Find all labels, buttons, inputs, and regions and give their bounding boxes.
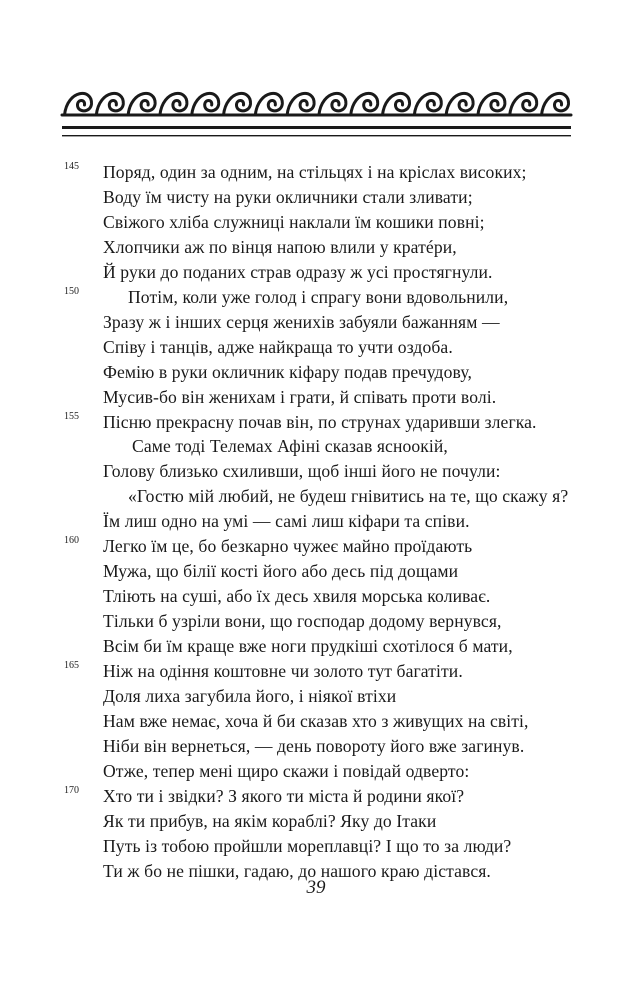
line-number: 170 [64,784,79,796]
wave-scroll [319,93,346,115]
verse-line: Нам вже немає, хоча й би сказав хто з живущих на світі, [103,710,529,731]
wave-scroll [287,93,314,115]
wave-scroll [160,93,187,115]
greek-wave-ornament [0,0,632,150]
wave-scroll [351,93,378,115]
verse-line: Зразу ж і інших серця женихів забуяли бажанням — [103,311,500,332]
wave-scroll [510,93,537,115]
wave-scroll [64,93,91,115]
verse-line: Путь із тобою пройшли мореплавці? І що то за люди? [103,835,512,856]
verse-line: Всім би їм краще вже ноги прудкіші схотілося б мати, [103,636,513,657]
verse-line: Пісню прекрасну почав він, по струнах ударивши злегка. [103,411,537,432]
page-number: 39 [306,877,326,898]
verse-line: Мужа, що білії кості його або десь під дощами [103,561,459,582]
verse-line: Доля лиха загубила його, і ніякої втіхи [103,685,397,706]
verse-line: Хто ти і звідки? З якого ти міста й родини якої? [103,785,465,806]
verse-line: Свіжого хліба служниці наклали їм кошики повні; [103,211,485,232]
verse-line: Співу і танців, адже найкраща то учти оздоба. [103,336,453,357]
wave-scroll [446,93,473,115]
verse-line: Як ти прибув, на якім кораблі? Яку до Ітаки [103,810,437,831]
line-number: 155 [64,410,79,422]
verse-line: Воду їм чисту на руки окличники стали зливати; [103,186,473,207]
verse-line: Тільки б узріли вони, що господар додому вернувся, [103,611,502,632]
verse-line: Ніж на одіння коштовне чи золото тут багатіти. [103,661,463,681]
wave-scroll [128,93,155,115]
verse-line: Їм лиш одно на умі — самі лиш кіфари та співи. [103,511,470,532]
line-number: 165 [64,660,79,671]
line-number: 145 [64,161,79,172]
wave-scroll-band [62,93,571,115]
verse-line: Поряд, один за одним, на стільцях і на кріслах високих; [103,162,527,182]
wave-scroll [382,93,409,115]
ornament-rule-thick [62,126,571,129]
verse-line: Ти ж бо не пішки, гадаю, до нашого краю дістався. [103,860,491,881]
line-number: 160 [64,535,79,547]
wave-scroll [414,93,441,115]
wave-scroll [478,93,505,115]
verse-line: Саме тоді Телемах Афіні сказав ясноокій, [132,436,448,457]
verse-line: Тліють на суші, або їх десь хвиля морська коливає. [103,586,491,607]
line-number: 150 [64,285,79,297]
wave-scroll [223,93,250,115]
verse-line: Ніби він вернеться, — день повороту його вже загинув. [103,735,525,756]
verse-line: Фемію в руки окличник кіфару подав пречудову, [103,361,472,382]
verse-line: «Гостю мій любий, не будеш гнівитись на те, що скажу я? [128,486,569,507]
verse-line: Хлопчики аж по вінця напою влили у кратéри, [103,236,457,257]
wave-scroll [255,93,282,115]
ornament-rule-thin [62,135,571,136]
verse-line: Мусив-бо він женихам і грати, й співать проти волі. [103,386,497,407]
wave-scroll [541,93,568,115]
verse-line: Голову близько схиливши, щоб інші його не почули: [103,461,501,482]
verse-line: Отже, тепер мені щиро скажи і повідай одверто: [103,760,470,781]
wave-scroll [192,93,219,115]
verse-line: Й руки до поданих страв одразу ж усі простягнули. [103,261,493,282]
verse-line: Легко їм це, бо безкарно чужеє майно проїдають [103,536,473,557]
wave-scroll [96,93,123,115]
verse-line: Потім, коли уже голод і спрагу вони вдовольнили, [128,286,509,307]
